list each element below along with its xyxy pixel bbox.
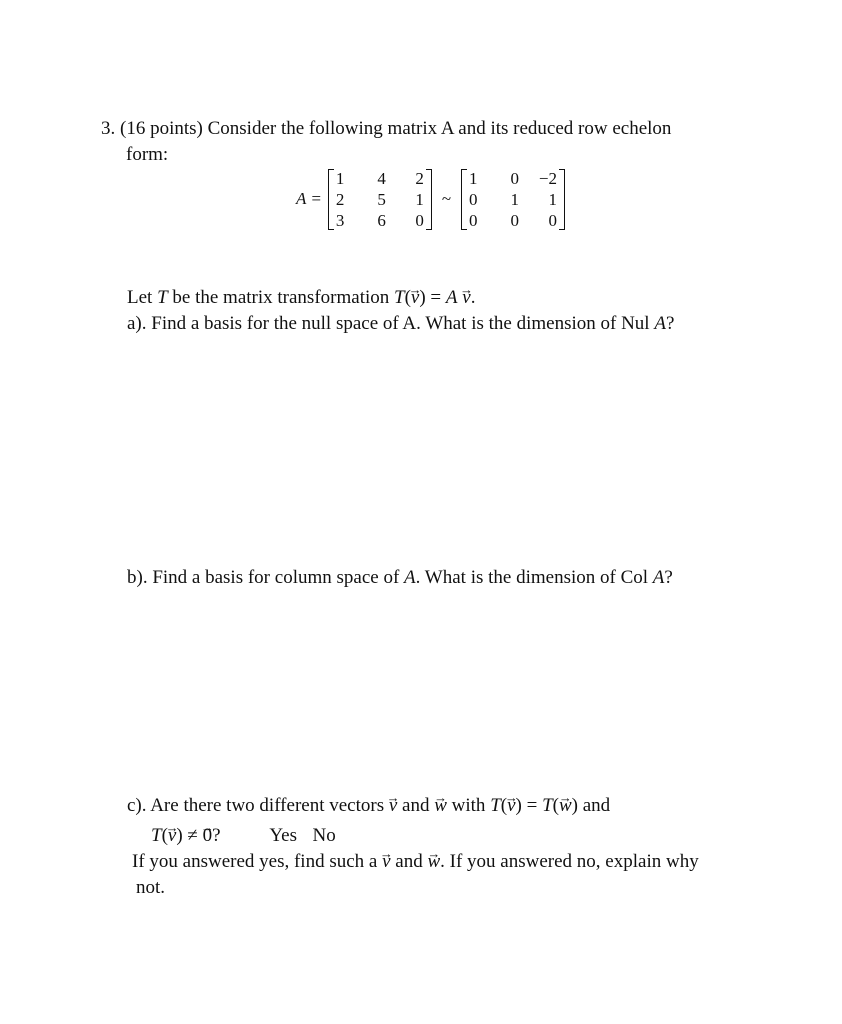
matrix-a-cell: 0 — [415, 210, 424, 230]
part-c-instruction-end: not. — [136, 877, 166, 898]
matrix-a-cell: 1 — [415, 189, 424, 209]
vector-w: w → — [434, 795, 447, 816]
text-definition: be the matrix transformation — [172, 287, 390, 308]
part-c-instruction-line — [132, 850, 699, 874]
matrix-rref-cell: 1 — [469, 168, 478, 188]
vector-v: v → — [507, 795, 515, 816]
matrix-a-cell: 3 — [335, 210, 345, 230]
matrix-rref-cell: 0 — [469, 210, 478, 230]
text-and: and — [582, 795, 611, 816]
zero-vector: 0 → — [203, 825, 213, 846]
symbol-t: T — [394, 287, 405, 308]
answer-option-no: No — [312, 825, 336, 846]
symbol-a: A — [654, 313, 666, 334]
matrix-rref-cell: −2 — [538, 168, 558, 188]
part-b-question — [127, 566, 673, 590]
part-c-instruction: If you answered yes, find such a — [132, 851, 378, 872]
question-mark: ? — [664, 567, 673, 588]
text-and: and — [395, 851, 423, 872]
vector-v: v → — [411, 287, 419, 308]
symbol-a: A — [404, 567, 416, 588]
vector-v: v → — [382, 851, 390, 872]
matrix-rref — [461, 168, 565, 231]
matrix-rref-cell: 0 — [510, 210, 520, 230]
paren: ( — [404, 287, 411, 308]
question-mark: ? — [665, 313, 675, 334]
not-equals: ) ≠ — [176, 825, 203, 846]
problem-header-text: (16 points) Consider the following matrix A and its reduced row echelon — [120, 118, 672, 139]
part-b-text: b). Find a basis for column space of — [127, 567, 400, 588]
equals: ) = — [515, 795, 543, 816]
part-c-question-line2 — [151, 824, 336, 848]
problem-number: 3. — [101, 118, 116, 139]
paren: ( — [161, 825, 168, 846]
text-and: and — [402, 795, 430, 816]
part-c-instruction: . If you answered no, explain why — [440, 851, 699, 872]
part-a-text: a). Find a basis for the null space of A. What is the dimension of Nul — [127, 313, 650, 334]
matrix-rref-cell: 0 — [510, 168, 520, 188]
part-c-text: c). Are there two different vectors — [127, 795, 385, 816]
paren: ) — [571, 795, 578, 816]
part-c-question-line1 — [127, 794, 610, 818]
problem-header-line2: form: — [126, 144, 169, 165]
vector-w: w → — [427, 851, 440, 872]
question-mark: ? — [212, 825, 221, 846]
row-equivalence-symbol: ~ — [441, 189, 452, 208]
matrix-a-cell: 2 — [335, 189, 345, 209]
paren: ( — [500, 795, 508, 816]
part-b-text: . What is the dimension of Col — [415, 567, 649, 588]
period: . — [470, 287, 476, 308]
transformation-definition — [127, 286, 475, 310]
matrix-equation — [296, 166, 565, 232]
text-let: Let — [127, 287, 153, 308]
matrix-a-cell: 6 — [377, 210, 386, 230]
problem-header-line1 — [101, 117, 671, 141]
symbol-t: T — [151, 825, 162, 846]
symbol-t: T — [490, 795, 501, 816]
equals: ) = — [419, 287, 446, 308]
matrix-rref-cell: 0 — [548, 210, 558, 230]
vector-v: v → — [462, 287, 470, 308]
text-with: with — [451, 795, 486, 816]
matrix-rref-cell: 0 — [469, 189, 478, 209]
symbol-a: A — [652, 567, 665, 588]
equation-lhs: A = — [296, 189, 322, 208]
symbol-a: A — [445, 287, 458, 308]
matrix-a-cell: 5 — [377, 189, 386, 209]
matrix-a-cell: 2 — [415, 168, 424, 188]
paren: ( — [552, 795, 559, 816]
part-a-question — [127, 312, 674, 336]
vector-v: v → — [389, 795, 397, 816]
symbol-t: T — [542, 795, 553, 816]
symbol-t: T — [157, 287, 168, 308]
matrix-a-cell: 4 — [377, 168, 386, 188]
vector-v: v → — [168, 825, 176, 846]
matrix-rref-cell: 1 — [548, 189, 558, 209]
matrix-rref-cell: 1 — [510, 189, 520, 209]
matrix-a — [328, 168, 432, 231]
vector-w: w → — [559, 795, 572, 816]
matrix-a-cell: 1 — [335, 168, 345, 188]
answer-option-yes: Yes — [269, 825, 297, 846]
